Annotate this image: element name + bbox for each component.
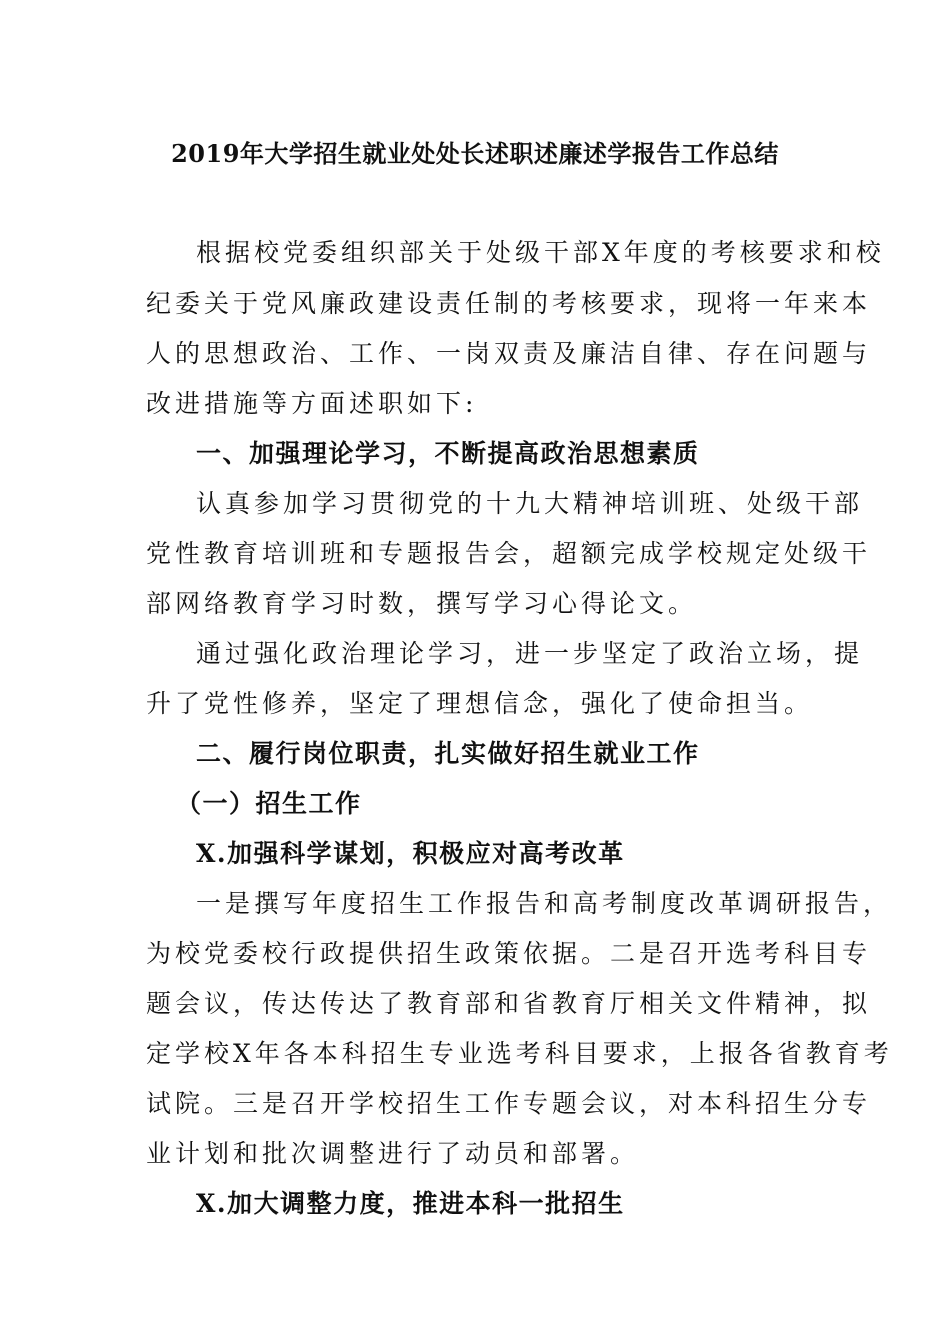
item-heading: X.加大调整力度，推进本科一批招生 — [196, 1189, 625, 1218]
paragraph-line: 根据校党委组织部关于处级干部X年度的考核要求和校 — [196, 238, 885, 267]
paragraph-line: 题会议，传达传达了教育部和省教育厅相关文件精神，拟 — [146, 989, 872, 1018]
subsection-heading: （一）招生工作 — [176, 789, 362, 818]
paragraph-line: 升了党性修养，坚定了理想信念，强化了使命担当。 — [146, 689, 814, 718]
paragraph-line: 纪委关于党风廉政建设责任制的考核要求，现将一年来本 — [146, 289, 872, 318]
section-heading: 一、加强理论学习，不断提高政治思想素质 — [196, 439, 700, 468]
paragraph-line: 通过强化政治理论学习，进一步坚定了政治立场，提 — [196, 639, 864, 668]
document-title: 2019年大学招生就业处处长述职述廉述学报告工作总结 — [171, 139, 779, 168]
item-heading: X.加强科学谋划，积极应对高考改革 — [196, 839, 625, 868]
paragraph-line: 业计划和批次调整进行了动员和部署。 — [146, 1139, 640, 1168]
paragraph-line: 改进措施等方面述职如下: — [146, 389, 478, 418]
section-heading: 二、履行岗位职责，扎实做好招生就业工作 — [196, 739, 700, 768]
paragraph-line: 定学校X年各本科招生专业选考科目要求，上报各省教育考 — [146, 1039, 893, 1068]
paragraph-line: 部网络教育学习时数，撰写学习心得论文。 — [146, 589, 698, 618]
paragraph-line: 认真参加学习贯彻党的十九大精神培训班、处级干部 — [196, 489, 864, 518]
paragraph-line: 一是撰写年度招生工作报告和高考制度改革调研报告， — [196, 889, 893, 918]
paragraph-line: 党性教育培训班和专题报告会，超额完成学校规定处级干 — [146, 539, 872, 568]
paragraph-line: 人的思想政治、工作、一岗双责及廉洁自律、存在问题与 — [146, 339, 872, 368]
paragraph-line: 试院。三是召开学校招生工作专题会议，对本科招生分专 — [146, 1089, 872, 1118]
paragraph-line: 为校党委校行政提供招生政策依据。二是召开选考科目专 — [146, 939, 872, 968]
